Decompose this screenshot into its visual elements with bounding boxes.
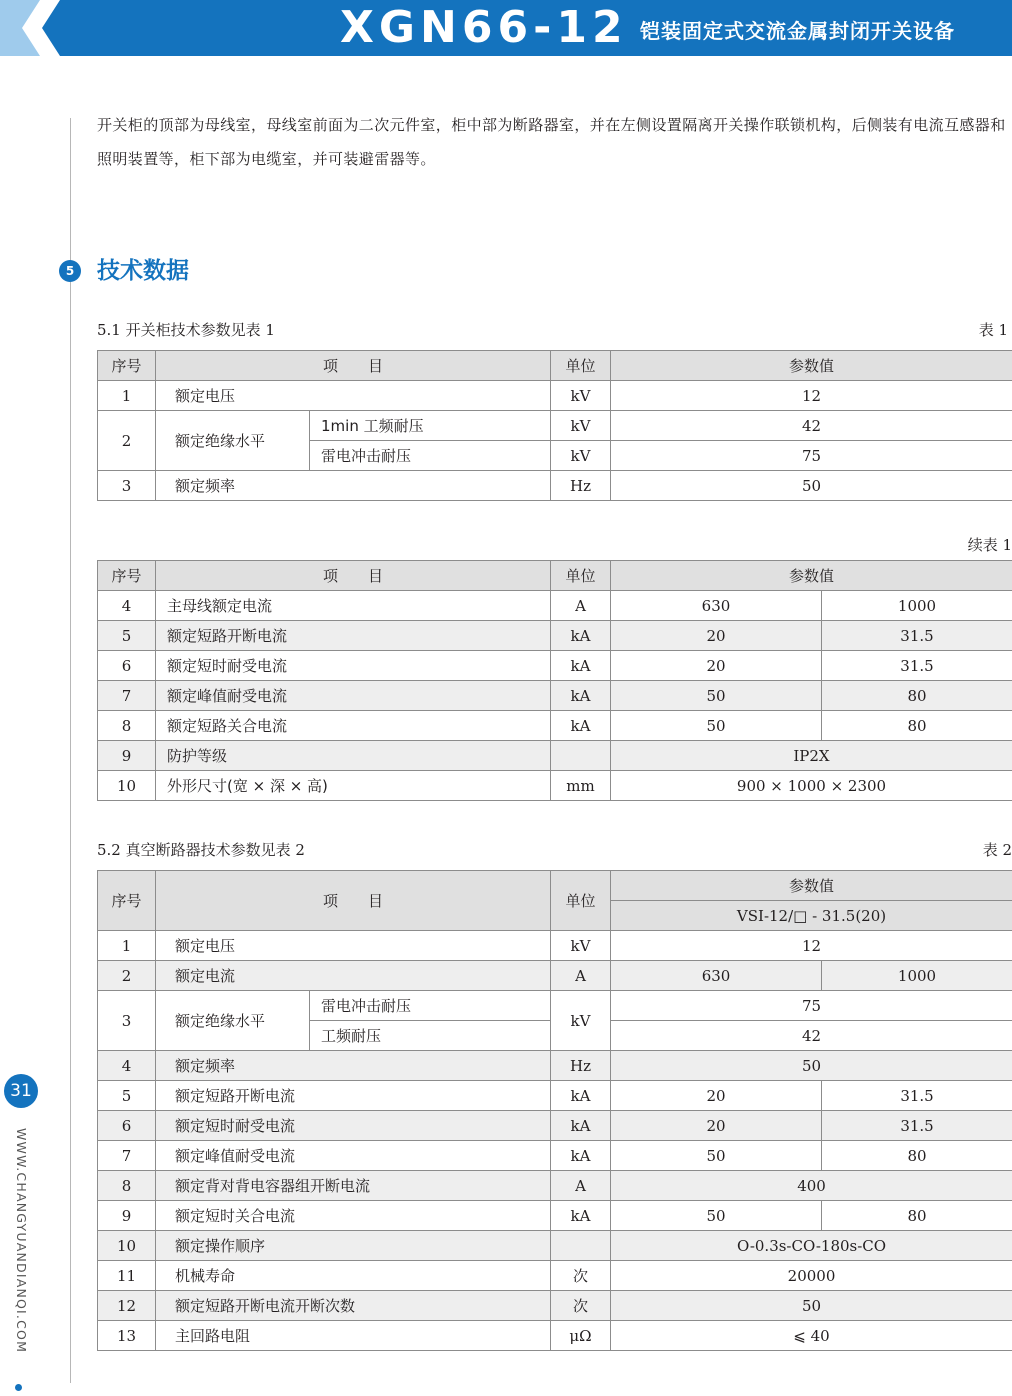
row-item: 外形尺寸(宽 × 深 × 高) <box>156 771 551 801</box>
header-value: 参数值 <box>611 351 1012 381</box>
row-value-1: 50 <box>611 681 822 711</box>
row-value-2: 80 <box>822 1201 1012 1231</box>
row-unit: kV <box>551 991 611 1051</box>
margin-rule <box>70 118 71 1383</box>
row-unit: kA <box>551 621 611 651</box>
table-row <box>98 771 1012 801</box>
row-item: 额定电压 <box>156 381 551 411</box>
row-item: 额定短时关合电流 <box>156 1201 551 1231</box>
row-no: 7 <box>98 681 156 711</box>
table-row <box>98 681 1012 711</box>
header-unit: 单位 <box>551 871 611 931</box>
row-item: 防护等级 <box>156 741 551 771</box>
row-value: 12 <box>611 381 1012 411</box>
row-item: 主回路电阻 <box>156 1321 551 1351</box>
table2-caption: 5.2 真空断路器技术参数见表 2 <box>97 841 305 859</box>
row-value: 50 <box>611 1291 1012 1321</box>
table-row <box>98 1081 1012 1111</box>
decorative-dot <box>15 1384 22 1391</box>
header-unit: 单位 <box>551 351 611 381</box>
table1-label: 表 1 <box>978 321 1008 339</box>
row-item: 额定绝缘水平 <box>156 991 310 1051</box>
row-item: 额定频率 <box>156 471 551 501</box>
product-name: 铠装固定式交流金属封闭开关设备 <box>640 19 955 43</box>
row-value-1: 630 <box>611 591 822 621</box>
row-value-2: 80 <box>822 681 1012 711</box>
row-unit: kV <box>551 441 611 471</box>
table-row <box>98 1111 1012 1141</box>
row-unit: kA <box>551 681 611 711</box>
row-no: 8 <box>98 711 156 741</box>
header-item: 项 目 <box>156 871 551 931</box>
header-item: 项 目 <box>156 351 551 381</box>
table-header-row <box>98 351 1012 381</box>
header-no: 序号 <box>98 561 156 591</box>
website-url: WWW.CHANGYUANDIANQI.COM <box>14 1128 29 1354</box>
header-no: 序号 <box>98 871 156 931</box>
row-value-1: 50 <box>611 1141 822 1171</box>
row-value-2: 31.5 <box>822 1081 1012 1111</box>
row-item: 额定短路关合电流 <box>156 711 551 741</box>
row-no: 8 <box>98 1171 156 1201</box>
row-value-1: 20 <box>611 651 822 681</box>
row-unit: Hz <box>551 471 611 501</box>
row-item: 额定电压 <box>156 931 551 961</box>
row-unit: Hz <box>551 1051 611 1081</box>
row-value: 42 <box>611 1021 1012 1051</box>
header-value: 参数值 <box>611 871 1012 901</box>
row-unit <box>551 741 611 771</box>
row-value-1: 50 <box>611 711 822 741</box>
row-item: 额定背对背电容器组开断电流 <box>156 1171 551 1201</box>
row-value-1: 20 <box>611 621 822 651</box>
row-unit: A <box>551 591 611 621</box>
intro-paragraph: 开关柜的顶部为母线室，母线室前面为二次元件室，柜中部为断路器室，并在左侧设置隔离开关操作联锁机构，后侧装有电流互感器和照明装置等，柜下部为电缆室，并可装避雷器等。 <box>97 116 1006 168</box>
row-no: 12 <box>98 1291 156 1321</box>
table-row <box>98 991 1012 1021</box>
table-header-row <box>98 561 1012 591</box>
row-no: 3 <box>98 991 156 1051</box>
row-value-2: 80 <box>822 711 1012 741</box>
table-row <box>98 961 1012 991</box>
row-no: 4 <box>98 1051 156 1081</box>
table-row <box>98 1201 1012 1231</box>
table-row <box>98 1171 1012 1201</box>
row-unit: A <box>551 1171 611 1201</box>
row-unit: kA <box>551 1111 611 1141</box>
row-value: 12 <box>611 931 1012 961</box>
section-number-badge: 5 <box>59 260 81 282</box>
header-value: 参数值 <box>611 561 1012 591</box>
header-item: 项 目 <box>156 561 551 591</box>
table-row <box>98 741 1012 771</box>
row-item: 额定操作顺序 <box>156 1231 551 1261</box>
table1-caption: 5.1 开关柜技术参数见表 1 <box>97 321 275 339</box>
row-unit: kV <box>551 931 611 961</box>
row-value: 900 × 1000 × 2300 <box>611 771 1012 801</box>
row-item: 额定电流 <box>156 961 551 991</box>
row-value-1: 630 <box>611 961 822 991</box>
table-row <box>98 931 1012 961</box>
row-no: 3 <box>98 471 156 501</box>
row-value-1: 50 <box>611 1201 822 1231</box>
row-item: 额定峰值耐受电流 <box>156 1141 551 1171</box>
row-value-2: 80 <box>822 1141 1012 1171</box>
row-subitem: 工频耐压 <box>310 1021 551 1051</box>
row-value-2: 31.5 <box>822 621 1012 651</box>
table-row <box>98 651 1012 681</box>
row-item: 额定绝缘水平 <box>156 411 310 471</box>
row-item: 额定峰值耐受电流 <box>156 681 551 711</box>
row-unit: 次 <box>551 1261 611 1291</box>
row-no: 1 <box>98 381 156 411</box>
table-row <box>98 1231 1012 1261</box>
table-row <box>98 471 1012 501</box>
row-unit: μΩ <box>551 1321 611 1351</box>
row-unit: kA <box>551 711 611 741</box>
row-unit: mm <box>551 771 611 801</box>
table-row <box>98 1051 1012 1081</box>
row-unit: kA <box>551 1141 611 1171</box>
table-row <box>98 411 1012 441</box>
table1-continued <box>97 560 1012 801</box>
row-value-2: 1000 <box>822 591 1012 621</box>
table-row <box>98 621 1012 651</box>
row-item: 额定短时耐受电流 <box>156 1111 551 1141</box>
row-subitem: 雷电冲击耐压 <box>310 441 551 471</box>
row-item: 机械寿命 <box>156 1261 551 1291</box>
table-row <box>98 1261 1012 1291</box>
table-row <box>98 1321 1012 1351</box>
row-item: 额定短路开断电流 <box>156 621 551 651</box>
table1 <box>97 350 1012 501</box>
table2-label: 表 2 <box>982 841 1012 859</box>
row-value-2: 31.5 <box>822 651 1012 681</box>
row-unit: A <box>551 961 611 991</box>
page-number-badge: 31 <box>4 1074 38 1108</box>
table1-cont-label: 续表 1 <box>967 536 1012 554</box>
row-unit: kV <box>551 411 611 441</box>
row-unit: kA <box>551 651 611 681</box>
row-no: 5 <box>98 621 156 651</box>
row-unit: 次 <box>551 1291 611 1321</box>
row-value: 75 <box>611 441 1012 471</box>
row-value: 50 <box>611 1051 1012 1081</box>
row-no: 6 <box>98 1111 156 1141</box>
row-no: 9 <box>98 1201 156 1231</box>
row-no: 10 <box>98 771 156 801</box>
row-value-1: 20 <box>611 1111 822 1141</box>
row-item: 主母线额定电流 <box>156 591 551 621</box>
row-value: IP2X <box>611 741 1012 771</box>
row-no: 13 <box>98 1321 156 1351</box>
row-value: ⩽ 40 <box>611 1321 1012 1351</box>
table-header-row <box>98 871 1012 901</box>
row-item: 额定短路开断电流开断次数 <box>156 1291 551 1321</box>
row-no: 1 <box>98 931 156 961</box>
header-model: VSI-12/□ - 31.5(20) <box>611 901 1012 931</box>
row-unit <box>551 1231 611 1261</box>
table-row <box>98 1141 1012 1171</box>
table2 <box>97 870 1012 1351</box>
row-no: 6 <box>98 651 156 681</box>
table-row <box>98 381 1012 411</box>
row-item: 额定短路开断电流 <box>156 1081 551 1111</box>
table-row <box>98 711 1012 741</box>
row-value-2: 31.5 <box>822 1111 1012 1141</box>
row-unit: kA <box>551 1081 611 1111</box>
row-item: 额定频率 <box>156 1051 551 1081</box>
header-banner <box>0 0 1012 56</box>
header-no: 序号 <box>98 351 156 381</box>
section-title: 技术数据 <box>97 258 189 284</box>
product-model: XGN66-12 <box>340 2 628 53</box>
table-row <box>98 1291 1012 1321</box>
row-subitem: 雷电冲击耐压 <box>310 991 551 1021</box>
row-no: 2 <box>98 961 156 991</box>
row-no: 10 <box>98 1231 156 1261</box>
row-value: 50 <box>611 471 1012 501</box>
row-value-2: 1000 <box>822 961 1012 991</box>
row-value: 42 <box>611 411 1012 441</box>
row-item: 额定短时耐受电流 <box>156 651 551 681</box>
row-no: 11 <box>98 1261 156 1291</box>
row-unit: kV <box>551 381 611 411</box>
row-no: 2 <box>98 411 156 471</box>
row-no: 9 <box>98 741 156 771</box>
row-value: 75 <box>611 991 1012 1021</box>
row-value: 400 <box>611 1171 1012 1201</box>
row-value: 20000 <box>611 1261 1012 1291</box>
row-no: 7 <box>98 1141 156 1171</box>
row-no: 5 <box>98 1081 156 1111</box>
table-row <box>98 591 1012 621</box>
header-unit: 单位 <box>551 561 611 591</box>
row-unit: kA <box>551 1201 611 1231</box>
row-no: 4 <box>98 591 156 621</box>
row-value: O-0.3s-CO-180s-CO <box>611 1231 1012 1261</box>
row-value-1: 20 <box>611 1081 822 1111</box>
row-subitem: 1min 工频耐压 <box>310 411 551 441</box>
